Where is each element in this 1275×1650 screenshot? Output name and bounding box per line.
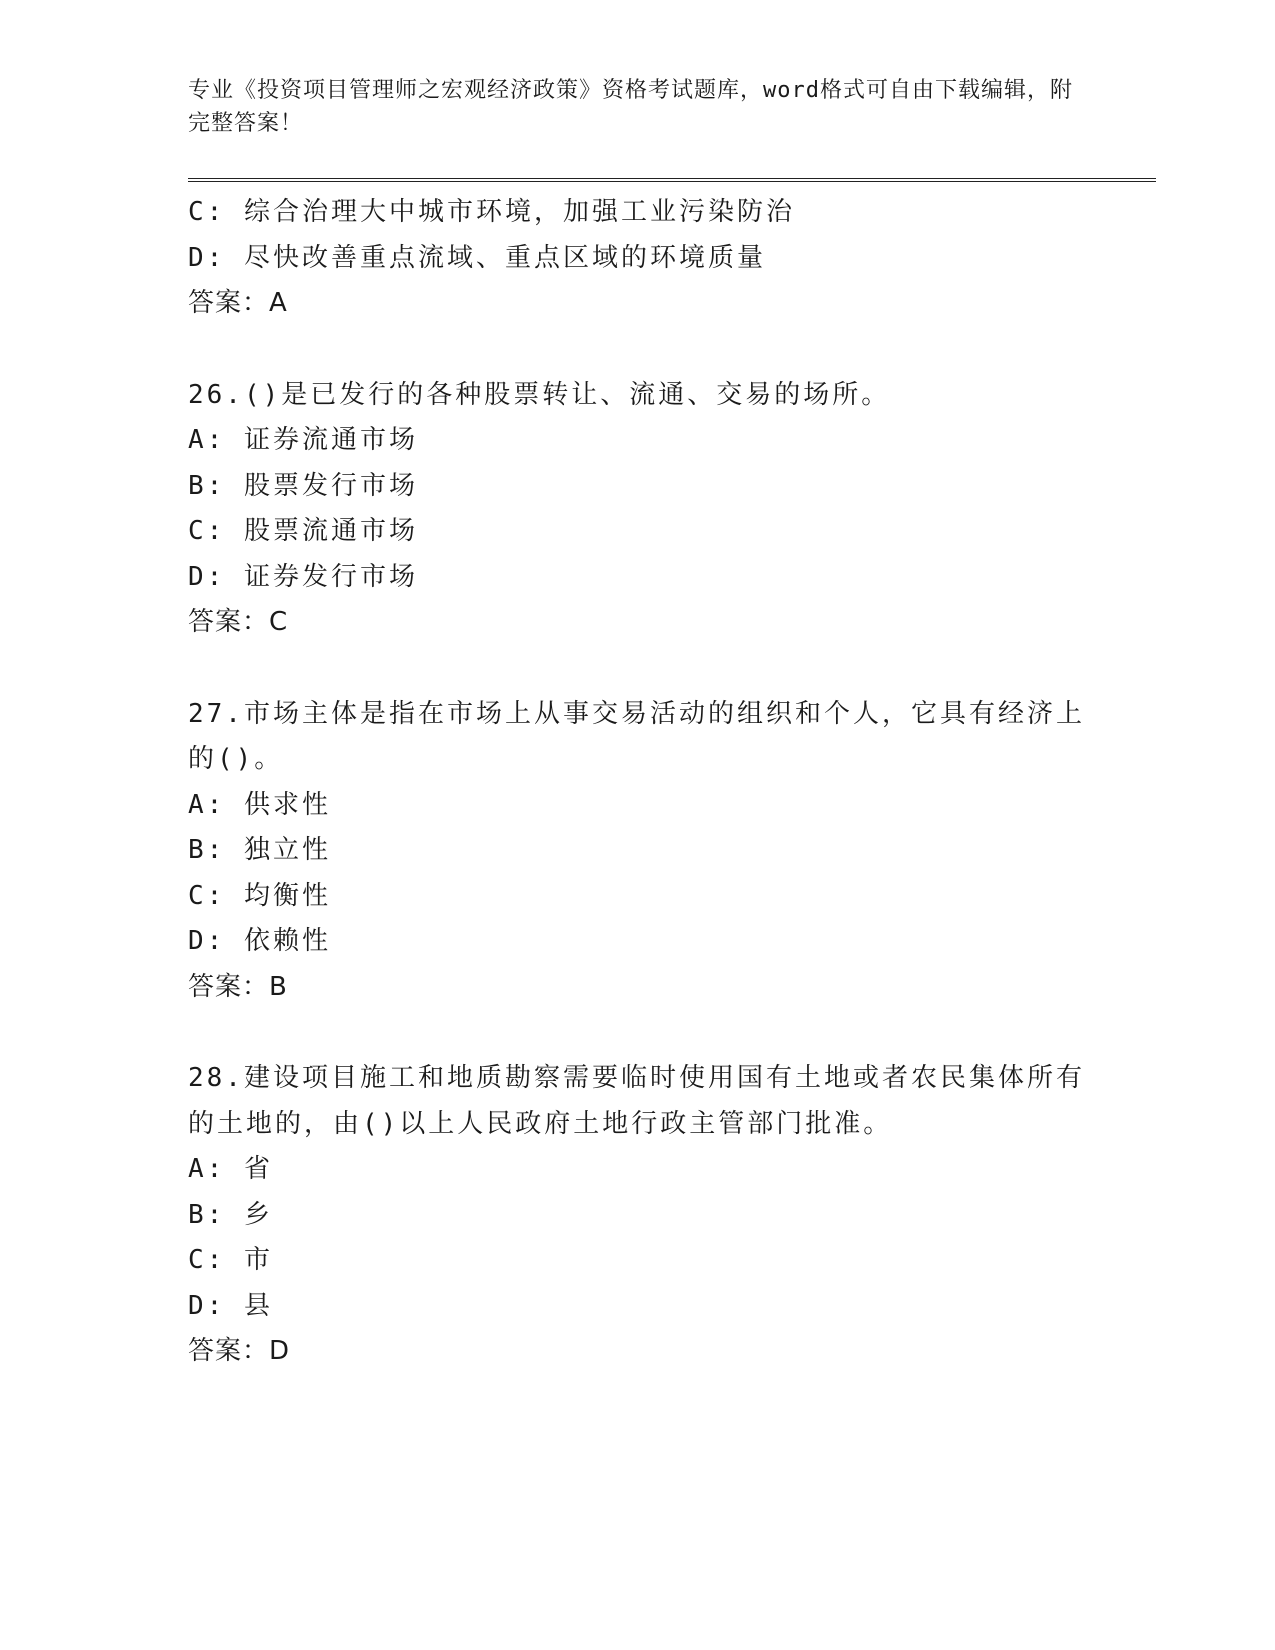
question-28 <box>188 1056 1088 1375</box>
option-b: B: 乡 <box>188 1199 273 1230</box>
option-c: C: 均衡性 <box>188 880 331 911</box>
page-header-title: 专业《投资项目管理师之宏观经济政策》资格考试题库，word格式可自由下载编辑，附完整答案！ <box>188 78 1073 136</box>
answer-line: 答案：A <box>188 288 288 318</box>
option-d: D: 县 <box>188 1290 273 1321</box>
spacer <box>188 327 1088 373</box>
spacer <box>188 646 1088 692</box>
option-b: B: 独立性 <box>188 835 331 865</box>
question-content <box>188 190 1088 1375</box>
option-b: B: 股票发行市场 <box>188 470 418 501</box>
option-a: A: 省 <box>188 1154 273 1184</box>
question-fragment-top <box>188 190 1088 327</box>
answer-line: 答案：B <box>188 971 288 1002</box>
option-a: A: 证券流通市场 <box>188 425 418 455</box>
option-c: C: 综合治理大中城市环境，加强工业污染防治 <box>188 197 795 227</box>
question-26 <box>188 373 1088 646</box>
question-text: 27.市场主体是指在市场上从事交易活动的组织和个人，它具有经济上的()。 <box>188 698 1085 774</box>
answer-line: 答案：C <box>188 607 289 637</box>
option-d: D: 依赖性 <box>188 926 331 956</box>
option-c: C: 市 <box>188 1245 273 1275</box>
option-c: C: 股票流通市场 <box>188 516 418 546</box>
question-text: 26.()是已发行的各种股票转让、流通、交易的场所。 <box>188 379 891 410</box>
question-27 <box>188 692 1088 1011</box>
spacer <box>188 1010 1088 1056</box>
option-d: D: 尽快改善重点流域、重点区域的环境质量 <box>188 242 766 273</box>
question-text: 28.建设项目施工和地质勘察需要临时使用国有土地或者农民集体所有的土地的，由()以上人民政府土地行政主管部门批准。 <box>188 1063 1085 1139</box>
answer-line: 答案：D <box>188 1336 291 1366</box>
option-a: A: 供求性 <box>188 789 331 820</box>
header-double-rule <box>188 178 1156 182</box>
option-d: D: 证券发行市场 <box>188 561 418 592</box>
